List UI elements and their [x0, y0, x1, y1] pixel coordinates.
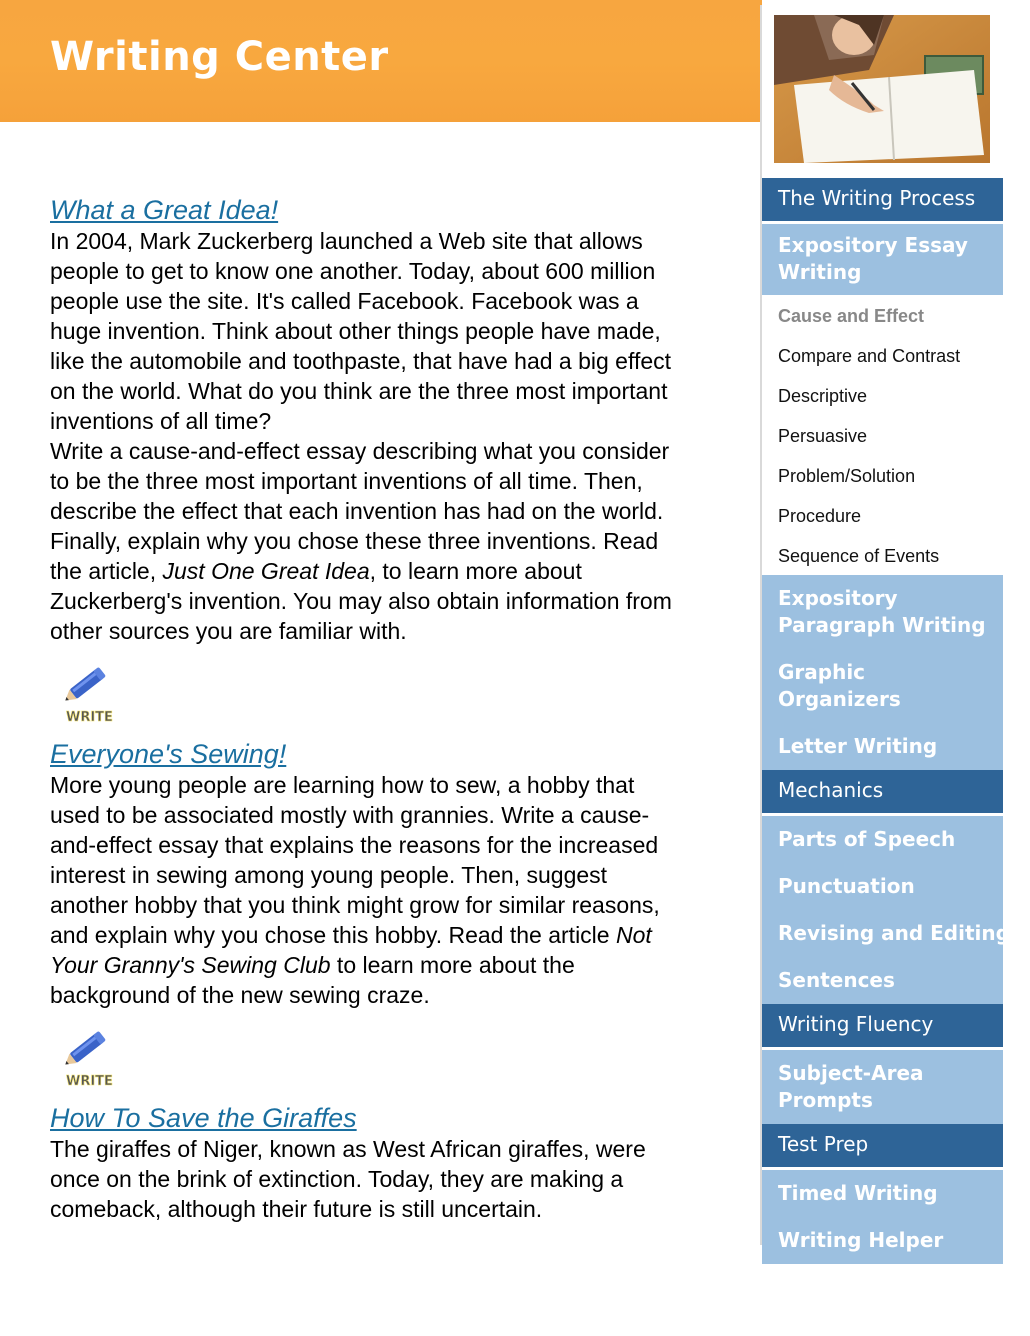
nav-revising-editing[interactable]: Revising and Editing	[762, 910, 1003, 957]
nav-parts-of-speech[interactable]: Parts of Speech	[762, 816, 1003, 863]
prompt-title-great-idea[interactable]: What a Great Idea!	[50, 195, 279, 225]
nav-procedure[interactable]: Procedure	[762, 496, 1003, 536]
nav-compare-contrast[interactable]: Compare and Contrast	[762, 336, 1003, 376]
nav-timed-writing[interactable]: Timed Writing	[762, 1170, 1003, 1217]
nav-expository-paragraph[interactable]: Expository Paragraph Writing	[762, 575, 1003, 649]
nav-problem-solution[interactable]: Problem/Solution	[762, 456, 1003, 496]
prompt-list	[50, 194, 690, 1224]
nav-letter-writing[interactable]: Letter Writing	[762, 723, 1003, 770]
nav-cause-and-effect[interactable]: Cause and Effect	[762, 295, 1003, 336]
prompt-body: More young people are learning how to sew, a hobby that used to be associated mostly with grannies. Write a cause-and-effect essay that explains the reasons for the increased interest in sewing among young people. Then, suggest another hobby that you think might grow for similar reasons, and explain why you chose this hobby. Read the article Not Your Granny's Sewing Club to learn more about the background of the new sewing craze.	[50, 772, 660, 1008]
prompt-body: In 2004, Mark Zuckerberg launched a Web site that allows people to get to know one another. Today, about 600 million people use the site. It's called Facebook. Facebook was a huge invention. Think about other things people have made, like the automobile and toothpaste, that have had a big effect on the world. What do you think are the three most important inventions of all time? Write a cause-and-effect essay describing what you consider to be the three most important inventions of all time. Then, describe the effect that each invention has had on the world. Finally, explain why you chose these three inventions. Read the article, Just One Great Idea, to learn more about Zuckerberg's invention. You may also obtain information from other sources you are familiar with.	[50, 228, 672, 644]
nav-expository-essay[interactable]: Expository Essay Writing	[762, 224, 1003, 295]
header-banner	[0, 0, 762, 122]
nav-persuasive[interactable]: Persuasive	[762, 416, 1003, 456]
nav-descriptive[interactable]: Descriptive	[762, 376, 1003, 416]
write-label: WRITE	[66, 710, 113, 725]
pencil-icon	[56, 660, 120, 730]
nav-writing-fluency[interactable]: Writing Fluency	[762, 1004, 1003, 1050]
pencil-icon	[56, 1024, 120, 1094]
nav-writing-process[interactable]: The Writing Process	[762, 178, 1003, 224]
nav-sequence-of-events[interactable]: Sequence of Events	[762, 536, 1003, 575]
nav-subject-area-prompts[interactable]: Subject-Area Prompts	[762, 1050, 1003, 1124]
nav-sentences[interactable]: Sentences	[762, 957, 1003, 1004]
nav-writing-helper[interactable]: Writing Helper	[762, 1217, 1003, 1264]
write-button[interactable]	[56, 660, 120, 730]
prompt-body: The giraffes of Niger, known as West African giraffes, were once on the brink of extinction. Today, they are making a comeback, although their future is still uncertain.	[50, 1136, 646, 1222]
nav-mechanics[interactable]: Mechanics	[762, 770, 1003, 816]
writing-nav	[762, 178, 1010, 1264]
prompt-title-sewing[interactable]: Everyone's Sewing!	[50, 739, 287, 769]
prompt-title-giraffes[interactable]: How To Save the Giraffes	[50, 1103, 357, 1133]
nav-graphic-organizers[interactable]: Graphic Organizers	[762, 649, 1003, 723]
nav-punctuation[interactable]: Punctuation	[762, 863, 1003, 910]
write-label: WRITE	[66, 1074, 113, 1089]
writing-photo	[774, 15, 990, 163]
sidebar	[760, 5, 1010, 1252]
student-writing-image	[774, 15, 990, 163]
nav-test-prep[interactable]: Test Prep	[762, 1124, 1003, 1170]
page-title: Writing Center	[50, 34, 389, 80]
write-button[interactable]	[56, 1024, 120, 1094]
